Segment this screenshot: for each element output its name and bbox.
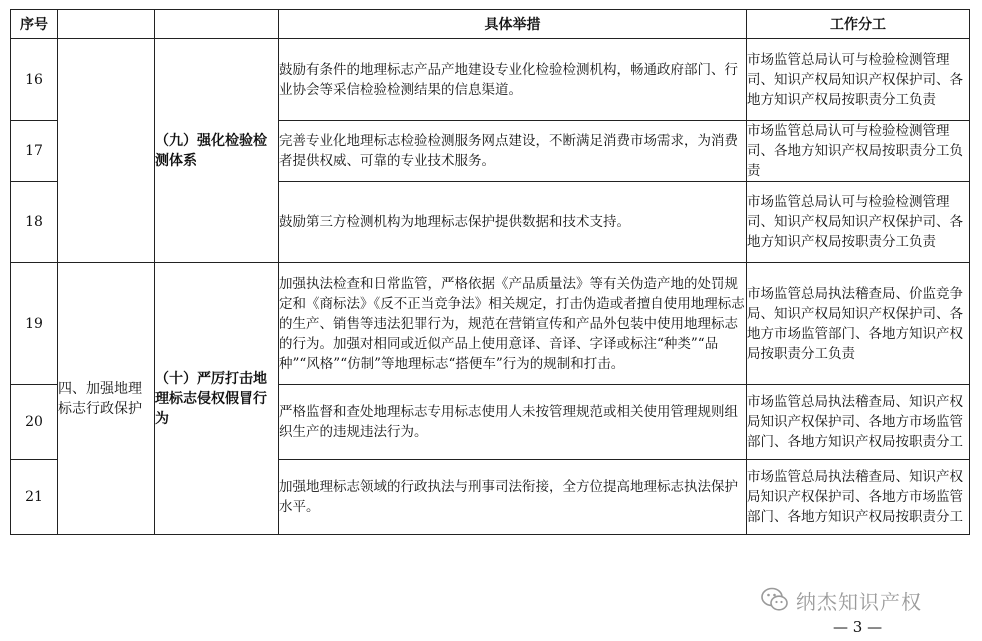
measure-text: 加强地理标志领域的行政执法与刑事司法衔接，全方位提高地理标志执法保护水平。 <box>279 460 747 535</box>
wechat-icon <box>760 585 790 615</box>
watermark-text: 纳杰知识产权 <box>796 589 922 614</box>
row-number: 17 <box>11 121 58 182</box>
row-number: 16 <box>11 39 58 121</box>
header-subcategory <box>155 10 279 39</box>
page-number: — 3 — <box>833 618 883 636</box>
row-number: 21 <box>11 460 58 535</box>
division-text: 市场监管总局认可与检验检测管理司、知识产权局知识产权保护司、各地方知识产权局按职责分工负责 <box>747 182 970 263</box>
header-division: 工作分工 <box>747 10 970 39</box>
division-text: 市场监管总局认可与检验检测管理司、知识产权局知识产权保护司、各地方知识产权局按职责分工负责 <box>747 39 970 121</box>
table-header-row <box>11 10 970 39</box>
header-category <box>58 10 155 39</box>
measure-text: 鼓励第三方检测机构为地理标志保护提供数据和技术支持。 <box>279 182 747 263</box>
measure-text: 鼓励有条件的地理标志产品产地建设专业化检验检测机构，畅通政府部门、行业协会等采信检验检测结果的信息渠道。 <box>279 39 747 121</box>
division-text: 市场监管总局认可与检验检测管理司、各地方知识产权局按职责分工负责 <box>747 121 970 182</box>
watermark <box>760 585 922 615</box>
division-text: 市场监管总局执法稽查局、价监竞争局、知识产权局知识产权保护司、各地方市场监管部门、各地方知识产权局按职责分工负责 <box>747 263 970 385</box>
row-number: 18 <box>11 182 58 263</box>
row-number: 19 <box>11 263 58 385</box>
category-cell-empty <box>58 39 155 263</box>
category-4: 四、加强地理标志行政保护 <box>58 263 155 535</box>
table-row <box>11 39 970 121</box>
row-number: 20 <box>11 385 58 460</box>
subcategory-9: （九）强化检验检测体系 <box>155 39 279 263</box>
measure-text: 加强执法检查和日常监管，严格依据《产品质量法》等有关伪造产地的处罚规定和《商标法》《反不正当竞争法》相关规定，打击伪造或者擅自使用地理标志的生产、销售等违法犯罪行为，规范在营销宣传和产品外包装中使用地理标志的行为。加强对相同或近似产品上使用意译、音译、字译或标注“种类”“品种”“风格”“仿制”等地理标志“搭便车”行为的规制和打击。 <box>279 263 747 385</box>
division-text: 市场监管总局执法稽查局、知识产权局知识产权保护司、各地方市场监管部门、各地方知识产权局按职责分工 <box>747 460 970 535</box>
header-seq: 序号 <box>11 10 58 39</box>
division-text: 市场监管总局执法稽查局、知识产权局知识产权保护司、各地方市场监管部门、各地方知识产权局按职责分工 <box>747 385 970 460</box>
measures-table <box>10 9 970 535</box>
subcategory-10: （十）严厉打击地理标志侵权假冒行为 <box>155 263 279 535</box>
table-row <box>11 263 970 385</box>
header-measures: 具体举措 <box>279 10 747 39</box>
measure-text: 完善专业化地理标志检验检测服务网点建设，不断满足消费市场需求，为消费者提供权威、可靠的专业技术服务。 <box>279 121 747 182</box>
measure-text: 严格监督和查处地理标志专用标志使用人未按管理规范或相关使用管理规则组织生产的违规违法行为。 <box>279 385 747 460</box>
